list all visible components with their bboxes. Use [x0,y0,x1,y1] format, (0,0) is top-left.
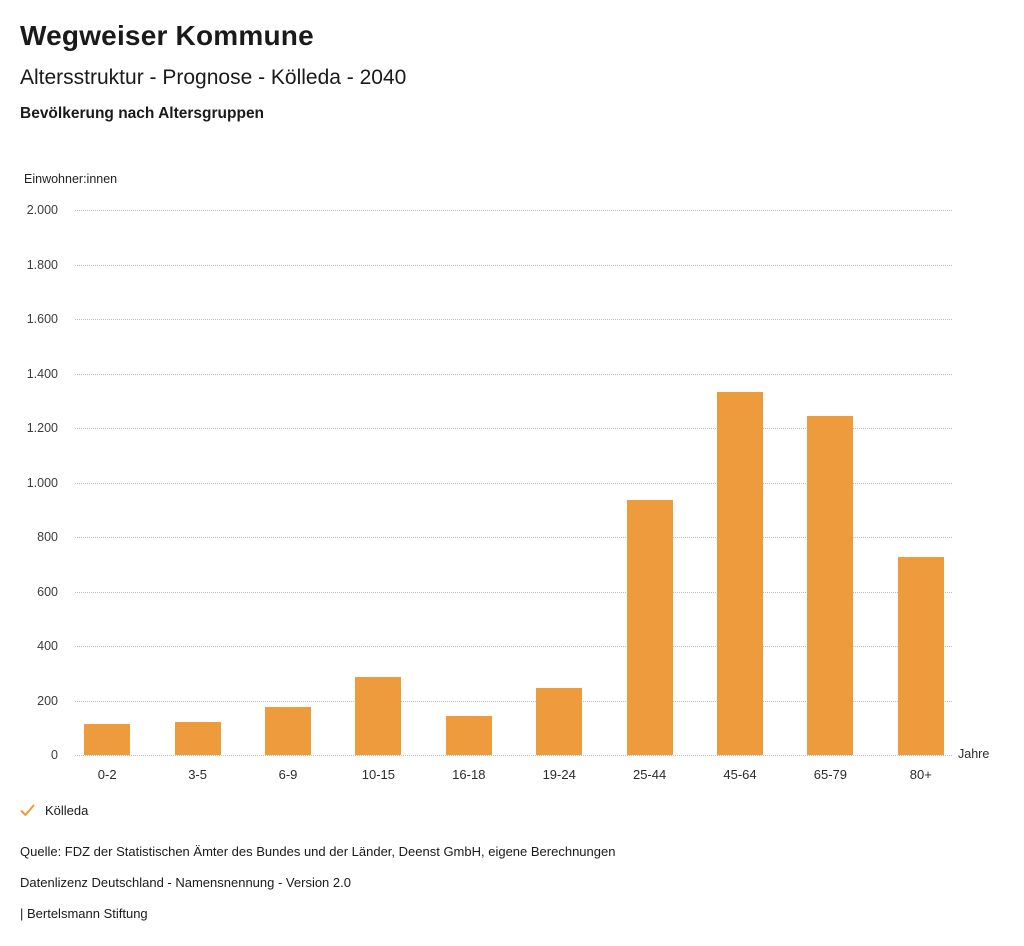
x-axis-title: Jahre [958,747,990,761]
x-tick-layer [62,210,966,782]
legend-label: Kölleda [45,803,89,818]
x-tick-label: 6-9 [278,767,298,782]
y-axis-title: Einwohner:innen [24,172,118,186]
y-tick-label: 2.000 [26,203,58,217]
x-tick-label: 45-64 [723,767,757,782]
x-tick-label: 19-24 [542,767,576,782]
chart-heading: Bevölkerung nach Altersgruppen [20,105,265,122]
y-tick-label: 400 [37,639,58,653]
legend-item-koelleda[interactable] [20,803,88,818]
y-tick-label: 800 [37,530,58,544]
license-text: Datenlizenz Deutschland - Namensnennung - Version 2.0 [20,875,351,890]
x-tick-label: 3-5 [188,767,207,782]
y-tick-label: 1.400 [26,366,58,381]
x-tick-label: 0-2 [97,767,117,782]
x-tick-label: 25-44 [632,767,667,782]
app-title: Wegweiser Kommune [20,20,314,51]
source-text: Quelle: FDZ der Statistischen Ämter des Bundes und der Länder, Deenst GmbH, eigene Berechnungen [20,844,616,859]
check-icon [20,804,35,817]
y-tick-label: 200 [37,693,58,708]
y-tick-label: 1.800 [26,257,58,272]
chart-subtitle: Altersstruktur - Prognose - Kölleda - 2040 [20,66,407,89]
bar-chart-plot-area [0,203,1024,782]
x-tick-label: 65-79 [813,767,848,782]
x-tick-label: 16-18 [452,767,486,782]
y-tick-label: 1.000 [26,475,58,490]
y-tick-label: 1.600 [26,312,58,326]
x-tick-label: 10-15 [361,767,396,782]
attribution-text: | Bertelsmann Stiftung [20,906,148,921]
y-tick-label: 600 [37,584,58,599]
gridline [75,755,952,756]
y-tick-label: 1.200 [26,421,58,435]
x-tick-label: 80+ [909,767,932,782]
y-tick-label: 0 [51,748,58,762]
